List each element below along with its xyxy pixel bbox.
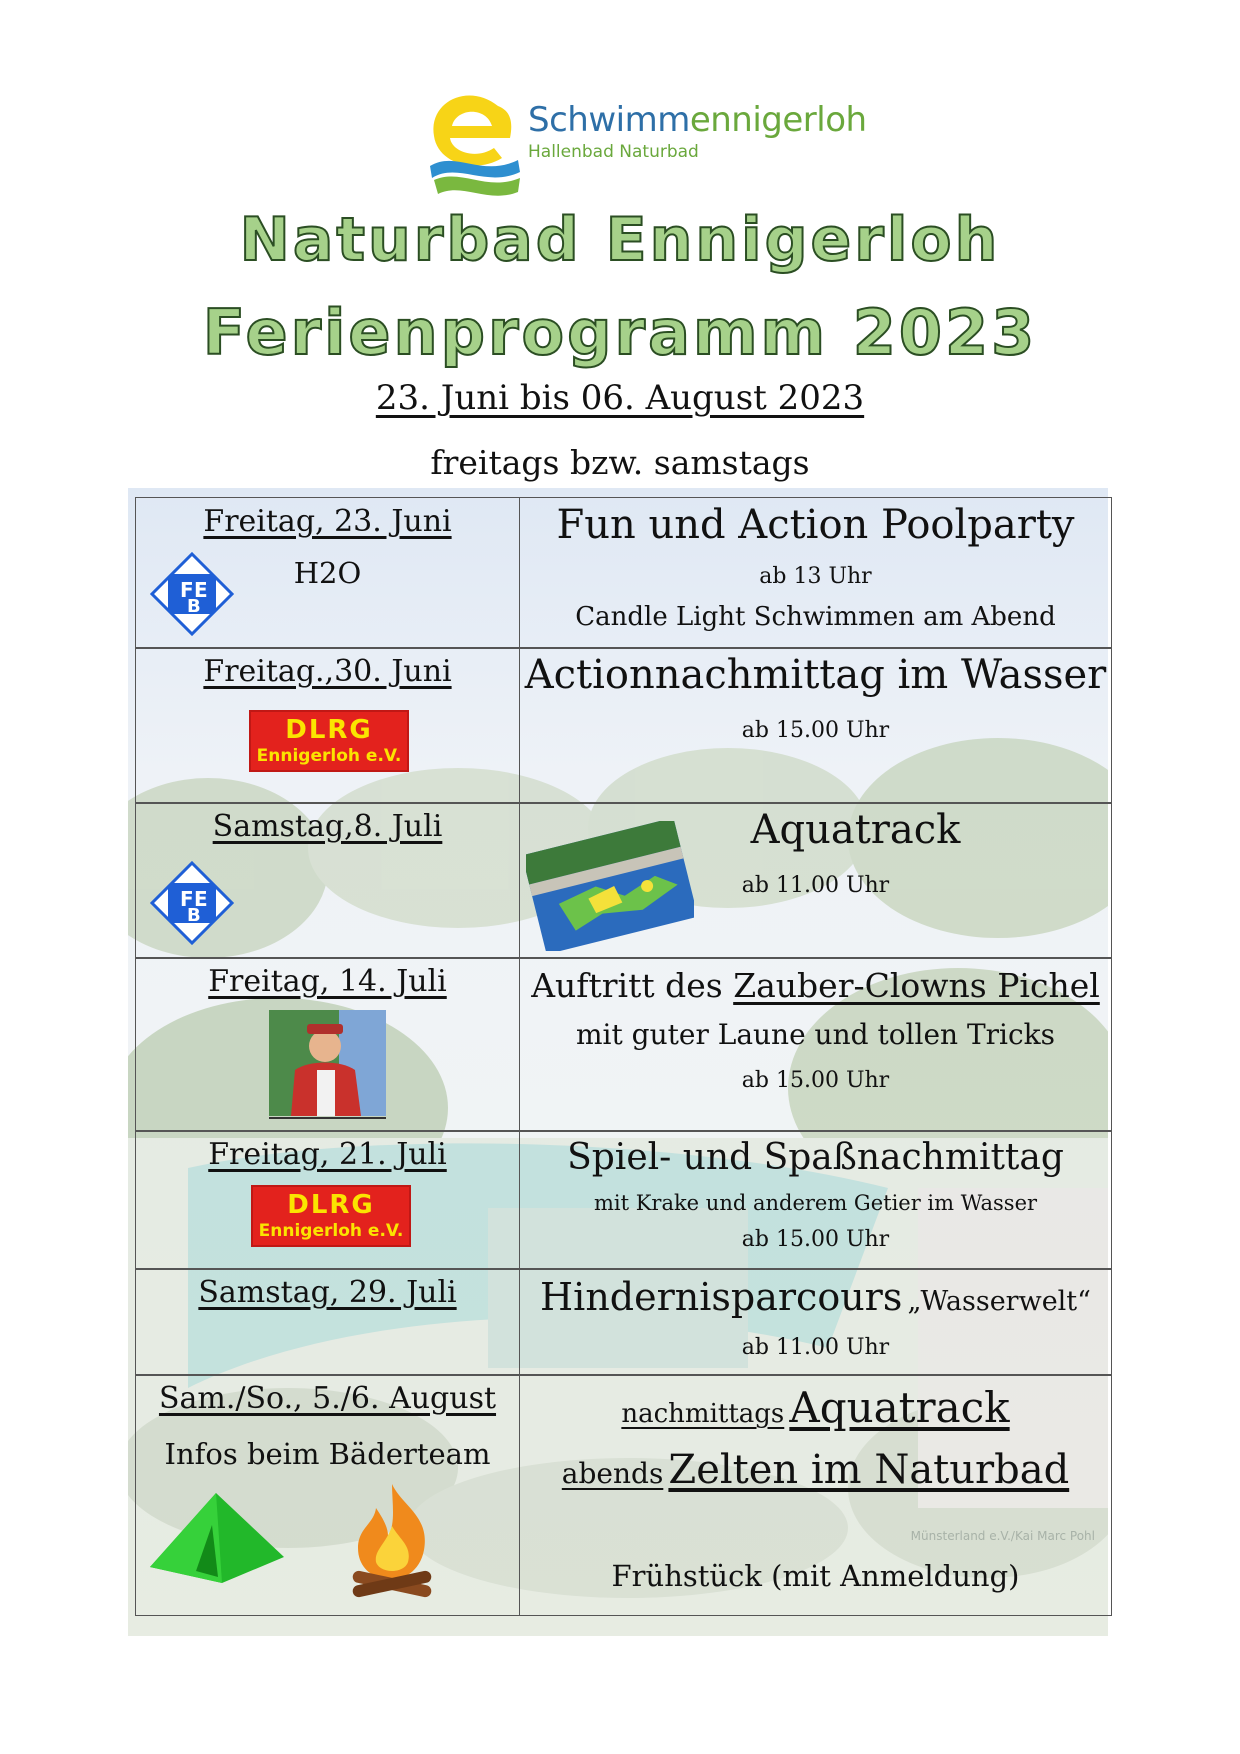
svg-text:B: B	[187, 905, 201, 926]
event-time: ab 11.00 Uhr	[741, 873, 890, 898]
brand-name: Schwimmennigerloh	[528, 100, 867, 140]
event-cell	[520, 803, 1111, 958]
event-cell	[520, 1269, 1111, 1375]
event-cell	[520, 648, 1111, 803]
brand-subtitle: Hallenbad Naturbad	[528, 142, 699, 162]
event-time: ab 15.00 Uhr	[741, 1227, 890, 1252]
table-row	[135, 497, 1112, 649]
schwimmennigerloh-logo	[428, 88, 867, 208]
event-cell	[520, 498, 1111, 648]
row-date: Samstag, 29. Juli	[198, 1275, 457, 1310]
table-row	[135, 647, 1112, 804]
event-time: ab 11.00 Uhr	[741, 1335, 890, 1360]
left-note: H2O	[293, 556, 362, 590]
event-title: Spiel- und Spaßnachmittag	[567, 1137, 1064, 1178]
page-title-line1: Naturbad Ennigerloh	[239, 205, 1001, 275]
event-extra: mit Krake und anderem Getier im Wasser	[593, 1191, 1038, 1215]
dlrg-logo: DLRG Ennigerloh e.V.	[251, 1185, 411, 1247]
date-cell	[136, 958, 520, 1131]
logo-e-icon	[428, 88, 524, 206]
event-time: ab 15.00 Uhr	[741, 718, 890, 743]
event-cell	[520, 1131, 1111, 1269]
campfire-icon	[344, 1480, 440, 1598]
row-date: Freitag.,30. Juni	[203, 654, 452, 689]
svg-text:F: F	[180, 578, 194, 602]
event-line2: abends Zelten im Naturbad	[561, 1447, 1070, 1493]
event-cell	[520, 958, 1111, 1131]
date-range: 23. Juni bis 06. August 2023	[375, 378, 865, 418]
table-row	[135, 957, 1112, 1132]
date-cell	[136, 498, 520, 648]
event-line1: nachmittags Aquatrack	[621, 1383, 1010, 1432]
svg-text:E: E	[194, 578, 208, 602]
event-extra: Candle Light Schwimmen am Abend	[575, 602, 1056, 632]
event-cell	[520, 1375, 1111, 1615]
weekdays-note: freitags bzw. samstags	[430, 443, 810, 482]
row-date: Samstag,8. Juli	[212, 809, 443, 844]
date-cell	[136, 803, 520, 958]
photo-credit: Münsterland e.V./Kai Marc Pohl	[910, 1529, 1095, 1543]
tent-icon	[146, 1485, 288, 1585]
event-title: Actionnachmittag im Wasser	[524, 652, 1107, 698]
row-date: Sam./So., 5./6. August	[158, 1381, 497, 1416]
event-line3: Frühstück (mit Anmeldung)	[611, 1559, 1020, 1593]
date-cell	[136, 1375, 520, 1615]
table-row	[135, 802, 1112, 959]
table-row	[135, 1130, 1112, 1270]
table-row	[135, 1374, 1112, 1616]
svg-text:E: E	[194, 887, 208, 911]
table-row	[135, 1268, 1112, 1376]
date-cell	[136, 648, 520, 803]
event-title: Hindernisparcours „Wasserwelt“	[540, 1275, 1091, 1319]
date-cell	[136, 1269, 520, 1375]
row-date: Freitag, 21. Juli	[208, 1137, 447, 1172]
event-line2: mit guter Laune und tollen Tricks	[576, 1018, 1055, 1051]
svg-text:F: F	[180, 887, 194, 911]
event-title: Fun und Action Poolparty	[556, 502, 1075, 548]
row-date: Freitag, 14. Juli	[208, 964, 447, 999]
event-title: Auftritt des Zauber-Clowns Pichel	[531, 966, 1100, 1005]
clown-photo	[269, 1010, 386, 1120]
event-time: ab 13 Uhr	[759, 564, 872, 589]
dlrg-logo: DLRG Ennigerloh e.V.	[249, 710, 409, 772]
event-title: Aquatrack	[750, 807, 961, 853]
left-note: Infos beim Bäderteam	[164, 1437, 491, 1471]
event-time: ab 15.00 Uhr	[741, 1068, 890, 1093]
feb-logo	[150, 861, 234, 945]
page-title-line2: Ferienprogramm 2023	[202, 296, 1038, 369]
svg-text:B: B	[187, 596, 201, 617]
row-date: Freitag, 23. Juni	[203, 504, 452, 539]
date-cell	[136, 1131, 520, 1269]
